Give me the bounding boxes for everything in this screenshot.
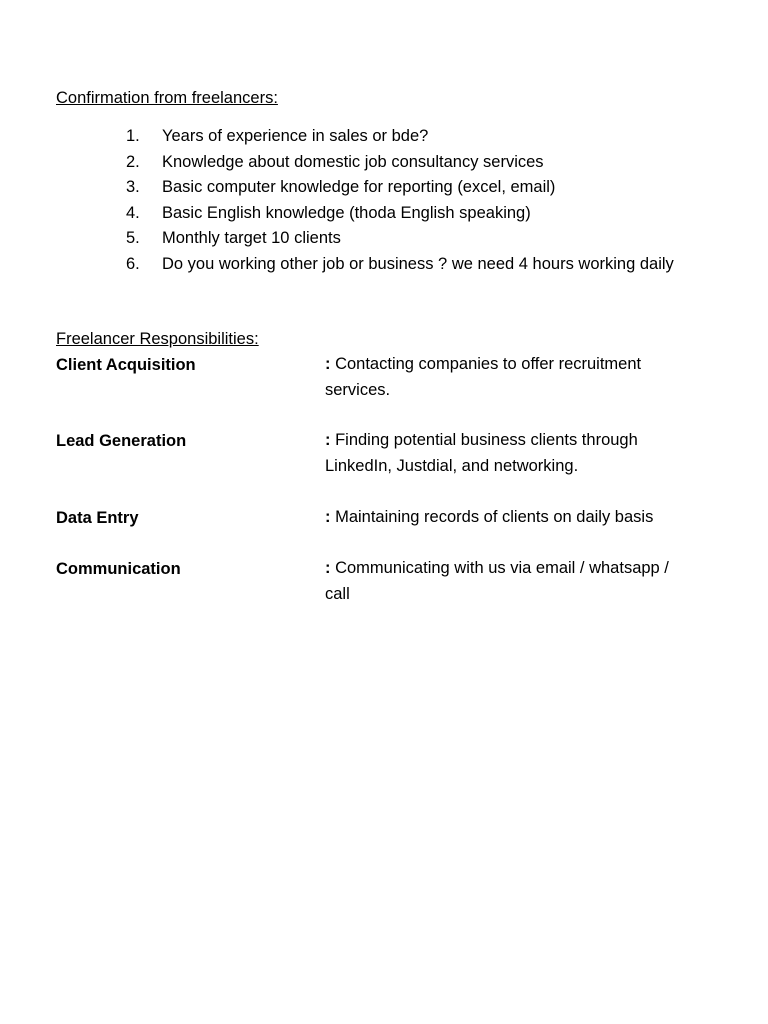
responsibility-description [325, 556, 697, 607]
list-item-number: 4. [126, 203, 140, 222]
colon-separator: : [325, 559, 331, 577]
list-item-number: 6. [126, 254, 140, 273]
responsibility-description [325, 352, 697, 403]
responsibility-description-text: Contacting companies to offer recruitment services. [325, 355, 642, 399]
list-item-number: 3. [126, 178, 140, 197]
list-item [0, 228, 768, 254]
confirmation-heading: Confirmation from freelancers: [56, 89, 278, 107]
list-item [0, 177, 768, 203]
responsibility-description-text: Communicating with us via email / whatsapp / call [325, 559, 669, 603]
list-item-number: 1. [126, 127, 140, 145]
responsibility-label: Communication [56, 560, 181, 578]
list-item-number: 5. [126, 229, 140, 248]
responsibilities-heading: Freelancer Responsibilities: [56, 330, 259, 348]
list-item [0, 126, 768, 152]
responsibility-label: Data Entry [56, 509, 139, 527]
responsibility-label: Lead Generation [56, 432, 187, 450]
list-item-text: Basic computer knowledge for reporting (excel, email) [162, 178, 556, 197]
list-item-text: Years of experience in sales or bde? [162, 127, 429, 145]
colon-separator: : [325, 508, 331, 526]
list-item [0, 152, 768, 178]
responsibility-description [325, 505, 697, 531]
colon-separator: : [325, 431, 331, 449]
colon-separator: : [325, 355, 331, 373]
responsibility-description-text: Finding potential business clients through LinkedIn, Justdial, and networking. [325, 431, 638, 475]
responsibility-label: Client Acquisition [56, 356, 196, 374]
responsibility-description-text: Maintaining records of clients on daily basis [330, 508, 654, 526]
list-item-text: Basic English knowledge (thoda English speaking) [162, 203, 531, 222]
list-item [0, 203, 768, 229]
list-item-number: 2. [126, 152, 140, 171]
list-item-text: Do you working other job or business ? we need 4 hours working daily [162, 254, 674, 273]
list-item-text: Monthly target 10 clients [162, 229, 341, 248]
confirmation-list [0, 126, 768, 280]
list-item-text: Knowledge about domestic job consultancy services [162, 152, 544, 171]
responsibility-description [325, 428, 697, 479]
list-item [0, 254, 768, 280]
